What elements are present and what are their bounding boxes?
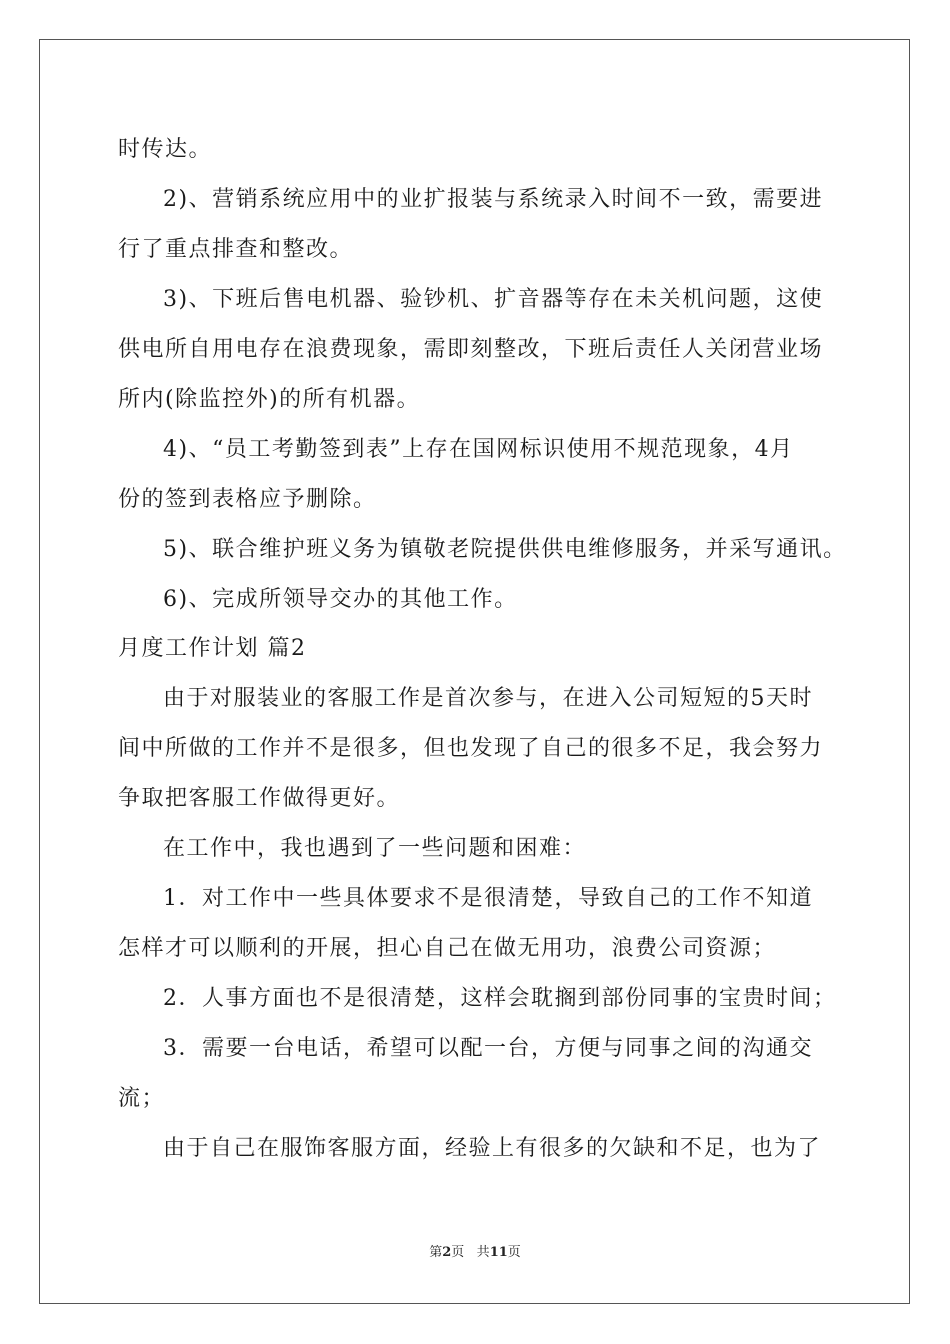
text-line: 在工作中，我也遇到了一些问题和困难： — [163, 836, 587, 861]
text-line: 由于对服装业的客服工作是首次参与，在进入公司短短的5天时 — [163, 686, 813, 711]
text-line: 供电所自用电存在浪费现象，需即刻整改，下班后责任人关闭营业场 — [118, 337, 824, 362]
footer-total-pages: 11 — [489, 1245, 508, 1260]
text-line: 行了重点排查和整改。 — [118, 237, 354, 262]
text-line: 3．需要一台电话，希望可以配一台，方便与同事之间的沟通交 — [163, 1036, 813, 1061]
text-line: 4)、“员工考勤签到表”上存在国网标识使用不规范现象，4月 — [163, 437, 794, 462]
footer-prefix: 第 — [429, 1245, 443, 1260]
text-line: 由于自己在服饰客服方面，经验上有很多的欠缺和不足，也为了 — [163, 1136, 822, 1161]
text-line: 怎样才可以顺利的开展，担心自己在做无用功，浪费公司资源； — [118, 936, 777, 961]
text-line: 争取把客服工作做得更好。 — [118, 786, 401, 811]
section-heading: 月度工作计划 篇2 — [118, 636, 307, 661]
text-line: 份的签到表格应予删除。 — [118, 487, 377, 512]
page-border — [39, 39, 910, 1304]
footer-total-suffix: 页 — [507, 1245, 521, 1260]
text-line: 流； — [118, 1086, 166, 1111]
text-line: 所内(除监控外)的所有机器。 — [118, 387, 421, 412]
text-line: 3)、下班后售电机器、验钞机、扩音器等存在未关机问题，这使 — [163, 287, 824, 312]
footer-total-prefix: 共 — [476, 1245, 490, 1260]
text-line: 间中所做的工作并不是很多，但也发现了自己的很多不足，我会努力 — [118, 736, 824, 761]
text-line: 2)、营销系统应用中的业扩报装与系统录入时间不一致，需要进 — [163, 187, 824, 212]
text-line: 5)、联合维护班义务为镇敬老院提供供电维修服务，并采写通讯。 — [163, 537, 847, 562]
text-line: 2．人事方面也不是很清楚，这样会耽搁到部份同事的宝贵时间； — [163, 986, 837, 1011]
text-line: 6)、完成所领导交办的其他工作。 — [163, 587, 518, 612]
footer-page-number: 2 — [442, 1245, 452, 1260]
text-line: 时传达。 — [118, 137, 213, 162]
footer-page-suffix: 页 — [451, 1245, 465, 1260]
text-line: 1．对工作中一些具体要求不是很清楚，导致自己的工作不知道 — [163, 886, 813, 911]
page-footer — [0, 1245, 950, 1261]
